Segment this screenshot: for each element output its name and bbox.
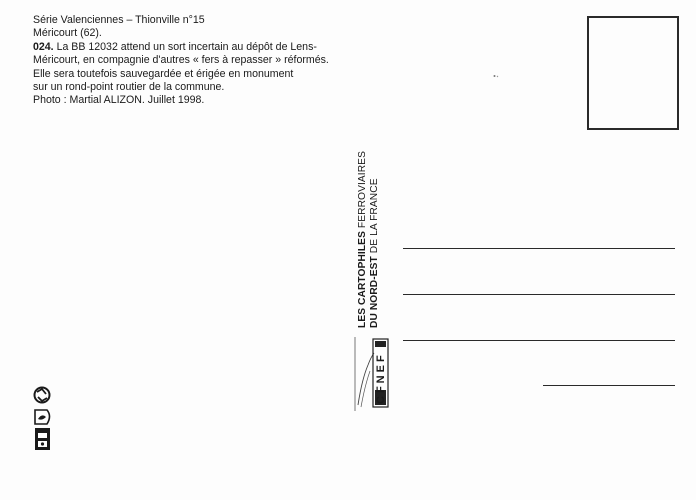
- leaf-tag-icon: [35, 410, 50, 424]
- address-line-4: [543, 385, 675, 386]
- publisher-line-2-light: DE LA FRANCE: [369, 178, 380, 254]
- eco-icons: [32, 386, 54, 456]
- publisher-vertical: [357, 151, 387, 328]
- cfnef-logo-text: [375, 352, 387, 404]
- description-line-1: [33, 41, 373, 54]
- logo-letters: CFNEF: [375, 352, 387, 404]
- description-line-4: sur un rond-point routier de la commune.: [33, 81, 225, 94]
- stamp-box: [587, 16, 679, 130]
- printer-icon: [35, 428, 50, 450]
- photo-credit: Photo : Martial ALIZON. Juillet 1998.: [33, 94, 205, 107]
- description-line-2: Méricourt, en compagnie d'autres « fers à repasser » réformés.: [33, 54, 329, 67]
- description-line-3: Elle sera toutefois sauvegardée et érigée en monument: [33, 67, 294, 80]
- caption-block: [33, 14, 373, 108]
- address-line-1: [403, 248, 675, 249]
- series-title: Série Valenciennes – Thionville n°15: [33, 14, 205, 26]
- paper-speck-icon: [493, 74, 499, 78]
- publisher-name: [357, 151, 381, 328]
- recycle-icon: [35, 388, 50, 403]
- publisher-line-1-bold: LES CARTOPHILES: [357, 231, 368, 328]
- card-number: 024.: [33, 40, 54, 53]
- publisher-line-2-bold: DU NORD-EST: [369, 256, 380, 328]
- address-line-2: [403, 294, 675, 295]
- location: Méricourt (62).: [33, 27, 102, 40]
- description-text-1: La BB 12032 attend un sort incertain au dépôt de Lens-: [56, 40, 317, 53]
- publisher-line-2: [369, 170, 381, 328]
- address-line-3: [403, 340, 675, 341]
- publisher-line-1-light: FERROVIAIRES: [357, 151, 368, 229]
- publisher-line-1: [357, 151, 369, 328]
